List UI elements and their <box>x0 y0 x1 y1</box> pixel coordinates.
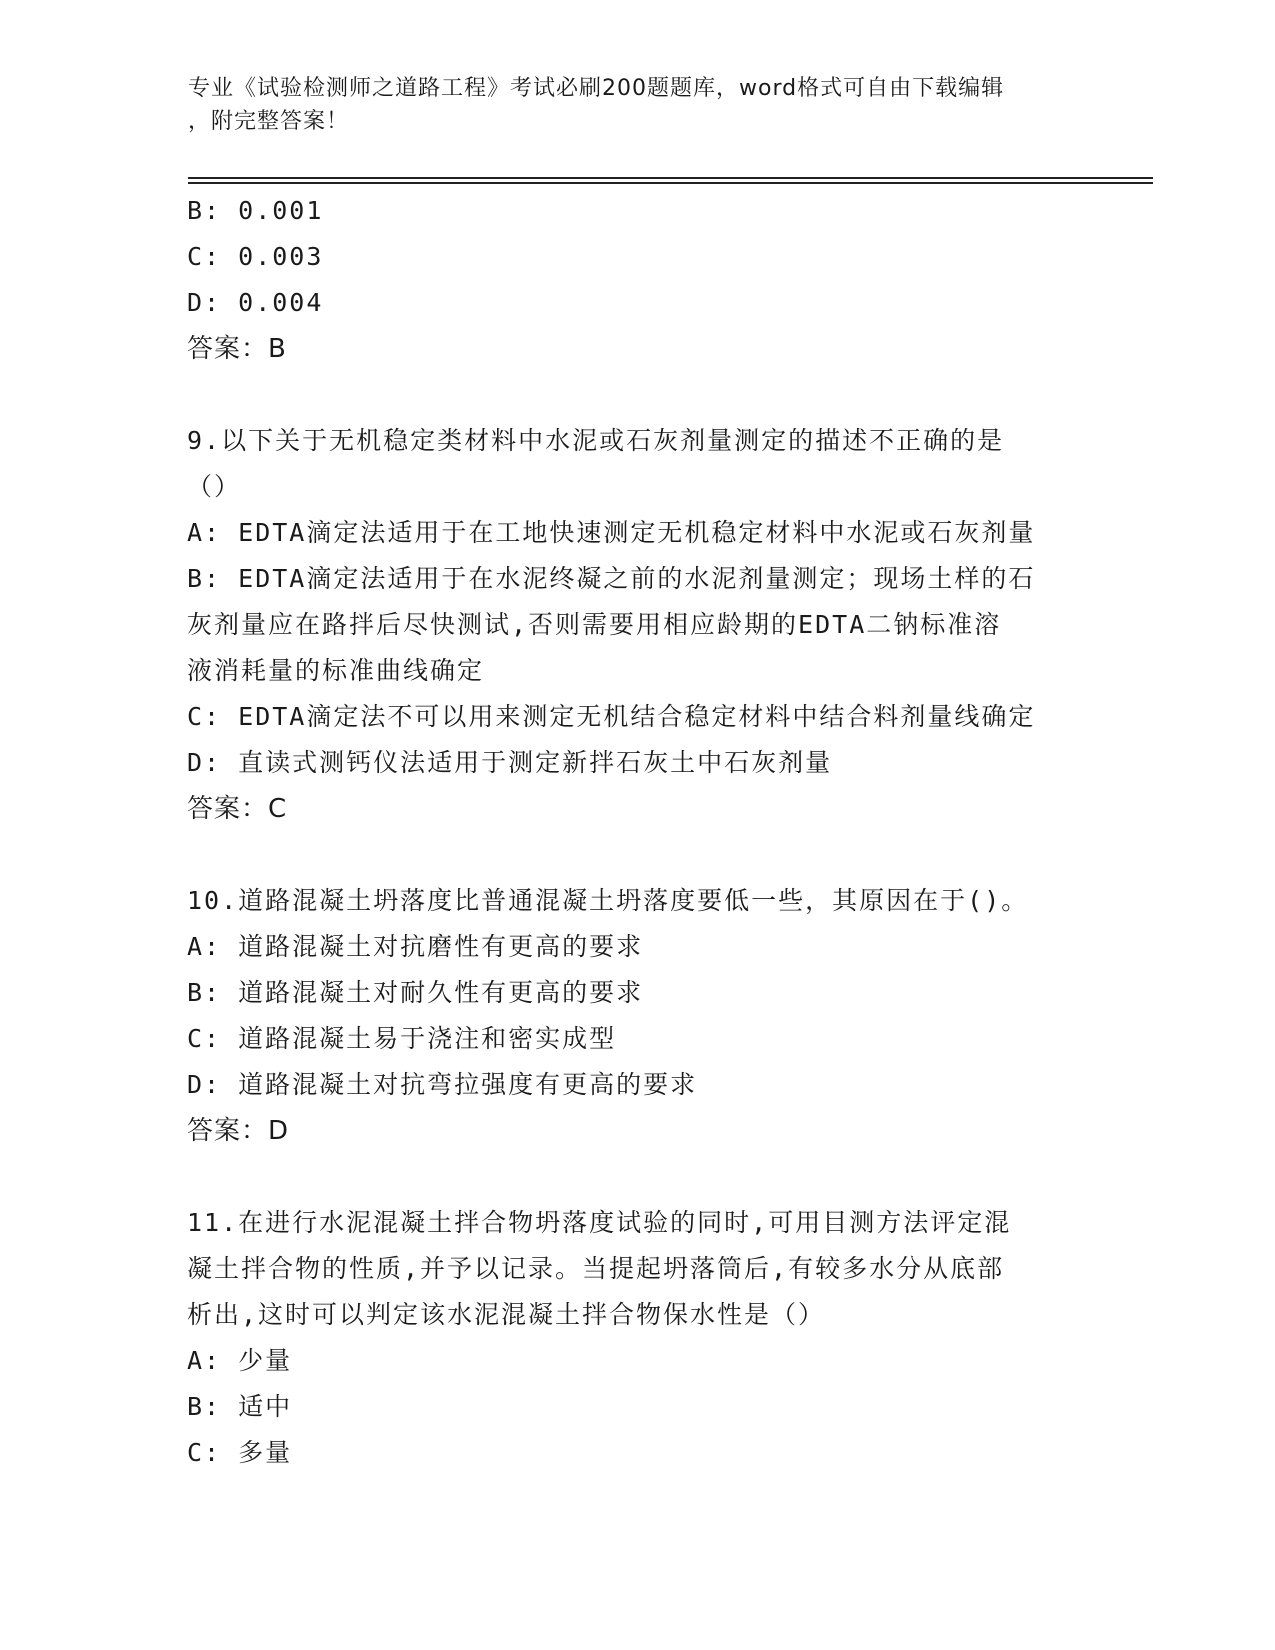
option-a: A: 道路混凝土对抗磨性有更高的要求 <box>187 932 644 961</box>
answer-label: 答案：B <box>187 334 287 364</box>
spacer <box>187 832 1087 878</box>
option-b: B: 道路混凝土对耐久性有更高的要求 <box>187 978 644 1007</box>
header-title-line-2: ，附完整答案！ <box>188 109 350 134</box>
question-stem-continued: （） <box>187 472 242 501</box>
option-b: B: 适中 <box>187 1392 293 1421</box>
question-stem: 10.道路混凝土坍落度比普通混凝土坍落度要低一些，其原因在于()。 <box>187 886 1029 915</box>
option-d: D: 0.004 <box>187 288 324 317</box>
spacer <box>187 1154 1087 1200</box>
option-a: A: EDTA滴定法适用于在工地快速测定无机稳定材料中水泥或石灰剂量 <box>187 518 1036 547</box>
option-b-continued: 灰剂量应在路拌后尽快测试,否则需要用相应龄期的EDTA二钠标准溶 <box>187 610 1002 639</box>
question-10 <box>187 878 1087 1154</box>
option-d: D: 直读式测钙仪法适用于测定新拌石灰土中石灰剂量 <box>187 748 833 777</box>
header-title-line-1: 专业《试验检测师之道路工程》考试必刷200题题库，word格式可自由下载编辑 <box>188 76 1005 101</box>
option-d: D: 道路混凝土对抗弯拉强度有更高的要求 <box>187 1070 698 1099</box>
document-body <box>187 188 1087 1476</box>
option-c: C: 多量 <box>187 1438 293 1467</box>
header-divider-bottom <box>188 182 1153 184</box>
option-b: B: 0.001 <box>187 196 324 225</box>
option-b: B: EDTA滴定法适用于在水泥终凝之前的水泥剂量测定；现场土样的石 <box>187 564 1036 593</box>
option-c: C: EDTA滴定法不可以用来测定无机结合稳定材料中结合料剂量线确定 <box>187 702 1036 731</box>
previous-question-tail <box>187 188 1087 372</box>
question-9 <box>187 418 1087 832</box>
question-stem-continued: 凝土拌合物的性质,并予以记录。当提起坍落筒后,有较多水分从底部 <box>187 1254 1005 1283</box>
option-a: A: 少量 <box>187 1346 293 1375</box>
question-stem: 11.在进行水泥混凝土拌合物坍落度试验的同时,可用目测方法评定混 <box>187 1208 1012 1237</box>
option-c: C: 0.003 <box>187 242 324 271</box>
option-b-continued: 液消耗量的标准曲线确定 <box>187 656 485 685</box>
question-11 <box>187 1200 1087 1476</box>
answer-label: 答案：D <box>187 1116 290 1146</box>
option-c: C: 道路混凝土易于浇注和密实成型 <box>187 1024 617 1053</box>
question-stem: 9.以下关于无机稳定类材料中水泥或石灰剂量测定的描述不正确的是 <box>187 426 1005 455</box>
document-header <box>188 72 1068 138</box>
header-divider-top <box>188 177 1153 179</box>
answer-label: 答案：C <box>187 794 288 824</box>
spacer <box>187 372 1087 418</box>
question-stem-continued: 析出,这时可以判定该水泥混凝土拌合物保水性是（） <box>187 1300 826 1329</box>
